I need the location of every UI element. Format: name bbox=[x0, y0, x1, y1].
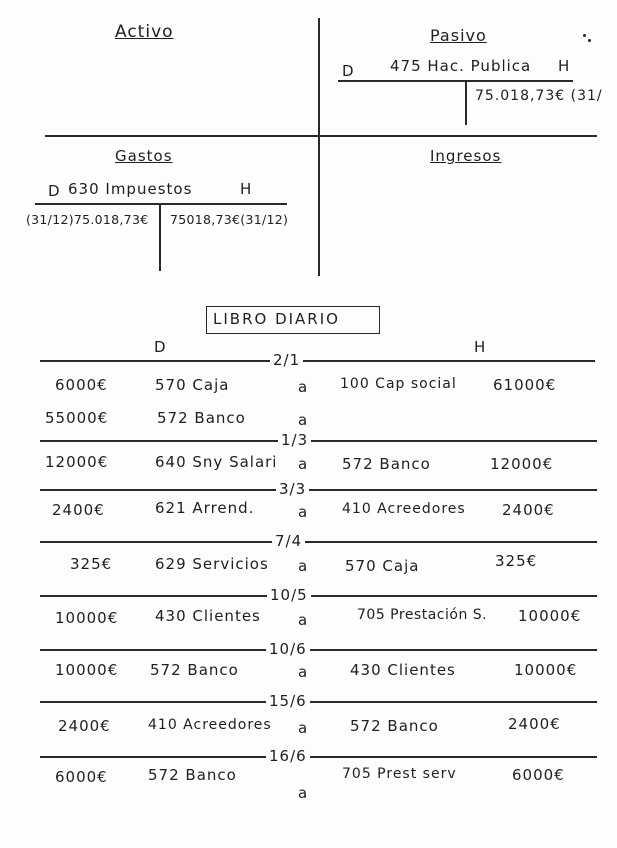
entry-amount-d: 55000€ bbox=[45, 409, 109, 427]
entry-date: 10/5 bbox=[267, 586, 311, 604]
entry-a: a bbox=[298, 719, 309, 737]
entry-amount-d: 12000€ bbox=[45, 453, 109, 471]
gastos-account-h: H bbox=[240, 180, 253, 198]
entry-separator bbox=[40, 541, 597, 543]
entry-amount-h: 12000€ bbox=[490, 455, 554, 473]
entry-amount-h: 61000€ bbox=[493, 376, 557, 394]
entry-a: a bbox=[298, 378, 309, 396]
entry-account-h: 100 Cap social bbox=[340, 376, 457, 392]
entry-amount-d: 6000€ bbox=[55, 768, 108, 786]
entry-account-h: 705 Prest serv bbox=[342, 766, 457, 782]
entry-account-h: 705 Prestación S. bbox=[357, 607, 488, 623]
pasivo-account-vline bbox=[465, 80, 467, 125]
entry-separator bbox=[40, 756, 597, 758]
entry-amount-h: 2400€ bbox=[508, 715, 561, 733]
pasivo-heading: Pasivo bbox=[430, 26, 487, 45]
diario-col-d: D bbox=[154, 338, 167, 356]
gastos-account-debit: (31/12)75.018,73€ bbox=[26, 212, 149, 227]
entry-account-d: 430 Clientes bbox=[155, 607, 261, 625]
entry-a: a bbox=[298, 557, 309, 575]
gastos-account-credit: 75018,73€(31/12) bbox=[170, 212, 289, 227]
entry-amount-d: 10000€ bbox=[55, 661, 119, 679]
entry-separator bbox=[40, 649, 597, 651]
entry-date: 15/6 bbox=[266, 692, 310, 710]
entry-separator bbox=[40, 440, 597, 442]
entry-date: 2/1 bbox=[270, 351, 303, 369]
gastos-account-vline bbox=[159, 203, 161, 271]
entry-amount-h: 10000€ bbox=[518, 607, 582, 625]
entry-a: a bbox=[298, 503, 309, 521]
entry-a: a bbox=[298, 411, 309, 429]
entry-separator bbox=[40, 360, 595, 362]
entry-account-h: 410 Acreedores bbox=[342, 501, 466, 517]
entry-account-h: 570 Caja bbox=[345, 557, 420, 575]
entry-amount-d: 325€ bbox=[70, 555, 113, 573]
entry-amount-h: 325€ bbox=[495, 552, 538, 570]
gastos-account-title: 630 Impuestos bbox=[68, 180, 193, 198]
entry-amount-d: 10000€ bbox=[55, 609, 119, 627]
entry-account-h: 572 Banco bbox=[350, 717, 439, 735]
entry-account-h: 430 Clientes bbox=[350, 661, 456, 679]
entry-account-d: 572 Banco bbox=[148, 766, 237, 784]
entry-date: 3/3 bbox=[276, 480, 309, 498]
entry-date: 7/4 bbox=[272, 532, 305, 550]
entry-account-d: 621 Arrend. bbox=[155, 499, 255, 517]
gastos-account-d: D bbox=[48, 182, 61, 200]
entry-account-d: 570 Caja bbox=[155, 376, 230, 394]
entry-account-d: 629 Servicios bbox=[155, 555, 269, 573]
entry-a: a bbox=[298, 455, 309, 473]
entry-date: 1/3 bbox=[278, 431, 311, 449]
entry-account-d: 572 Banco bbox=[150, 661, 239, 679]
entry-separator bbox=[40, 595, 597, 597]
entry-a: a bbox=[298, 784, 309, 802]
vertical-divider bbox=[318, 18, 320, 276]
entry-amount-h: 6000€ bbox=[512, 766, 565, 784]
horizontal-divider bbox=[45, 135, 597, 137]
pasivo-account-credit: 75.018,73€ (31/ bbox=[475, 88, 603, 104]
entry-account-d: 410 Acreedores bbox=[148, 717, 272, 733]
entry-a: a bbox=[298, 663, 309, 681]
pasivo-account-hline bbox=[338, 80, 573, 82]
entry-account-d: 640 Sny Salari bbox=[155, 453, 278, 471]
entry-account-h: 572 Banco bbox=[342, 455, 431, 473]
gastos-heading: Gastos bbox=[115, 147, 173, 165]
entry-date: 10/6 bbox=[266, 640, 310, 658]
pasivo-account-h: H bbox=[558, 57, 571, 75]
entry-account-d: 572 Banco bbox=[157, 409, 246, 427]
entry-separator bbox=[40, 701, 597, 703]
ingresos-heading: Ingresos bbox=[430, 147, 502, 165]
entry-a: a bbox=[298, 611, 309, 629]
activo-heading: Activo bbox=[115, 22, 174, 42]
gastos-account-hline bbox=[35, 203, 287, 205]
pasivo-account-title: 475 Hac. Publica bbox=[390, 57, 532, 75]
entry-amount-h: 2400€ bbox=[502, 501, 555, 519]
entry-amount-d: 2400€ bbox=[52, 501, 105, 519]
entry-date: 16/6 bbox=[266, 747, 310, 765]
entry-amount-d: 2400€ bbox=[58, 717, 111, 735]
entry-separator bbox=[40, 489, 597, 491]
diario-col-h: H bbox=[474, 338, 487, 356]
entry-amount-h: 10000€ bbox=[514, 661, 578, 679]
entry-amount-d: 6000€ bbox=[55, 376, 108, 394]
diario-title: LIBRO DIARIO bbox=[213, 310, 340, 328]
ink-dot bbox=[583, 34, 586, 37]
pasivo-account-d: D bbox=[342, 62, 355, 80]
ink-dot bbox=[588, 39, 591, 42]
